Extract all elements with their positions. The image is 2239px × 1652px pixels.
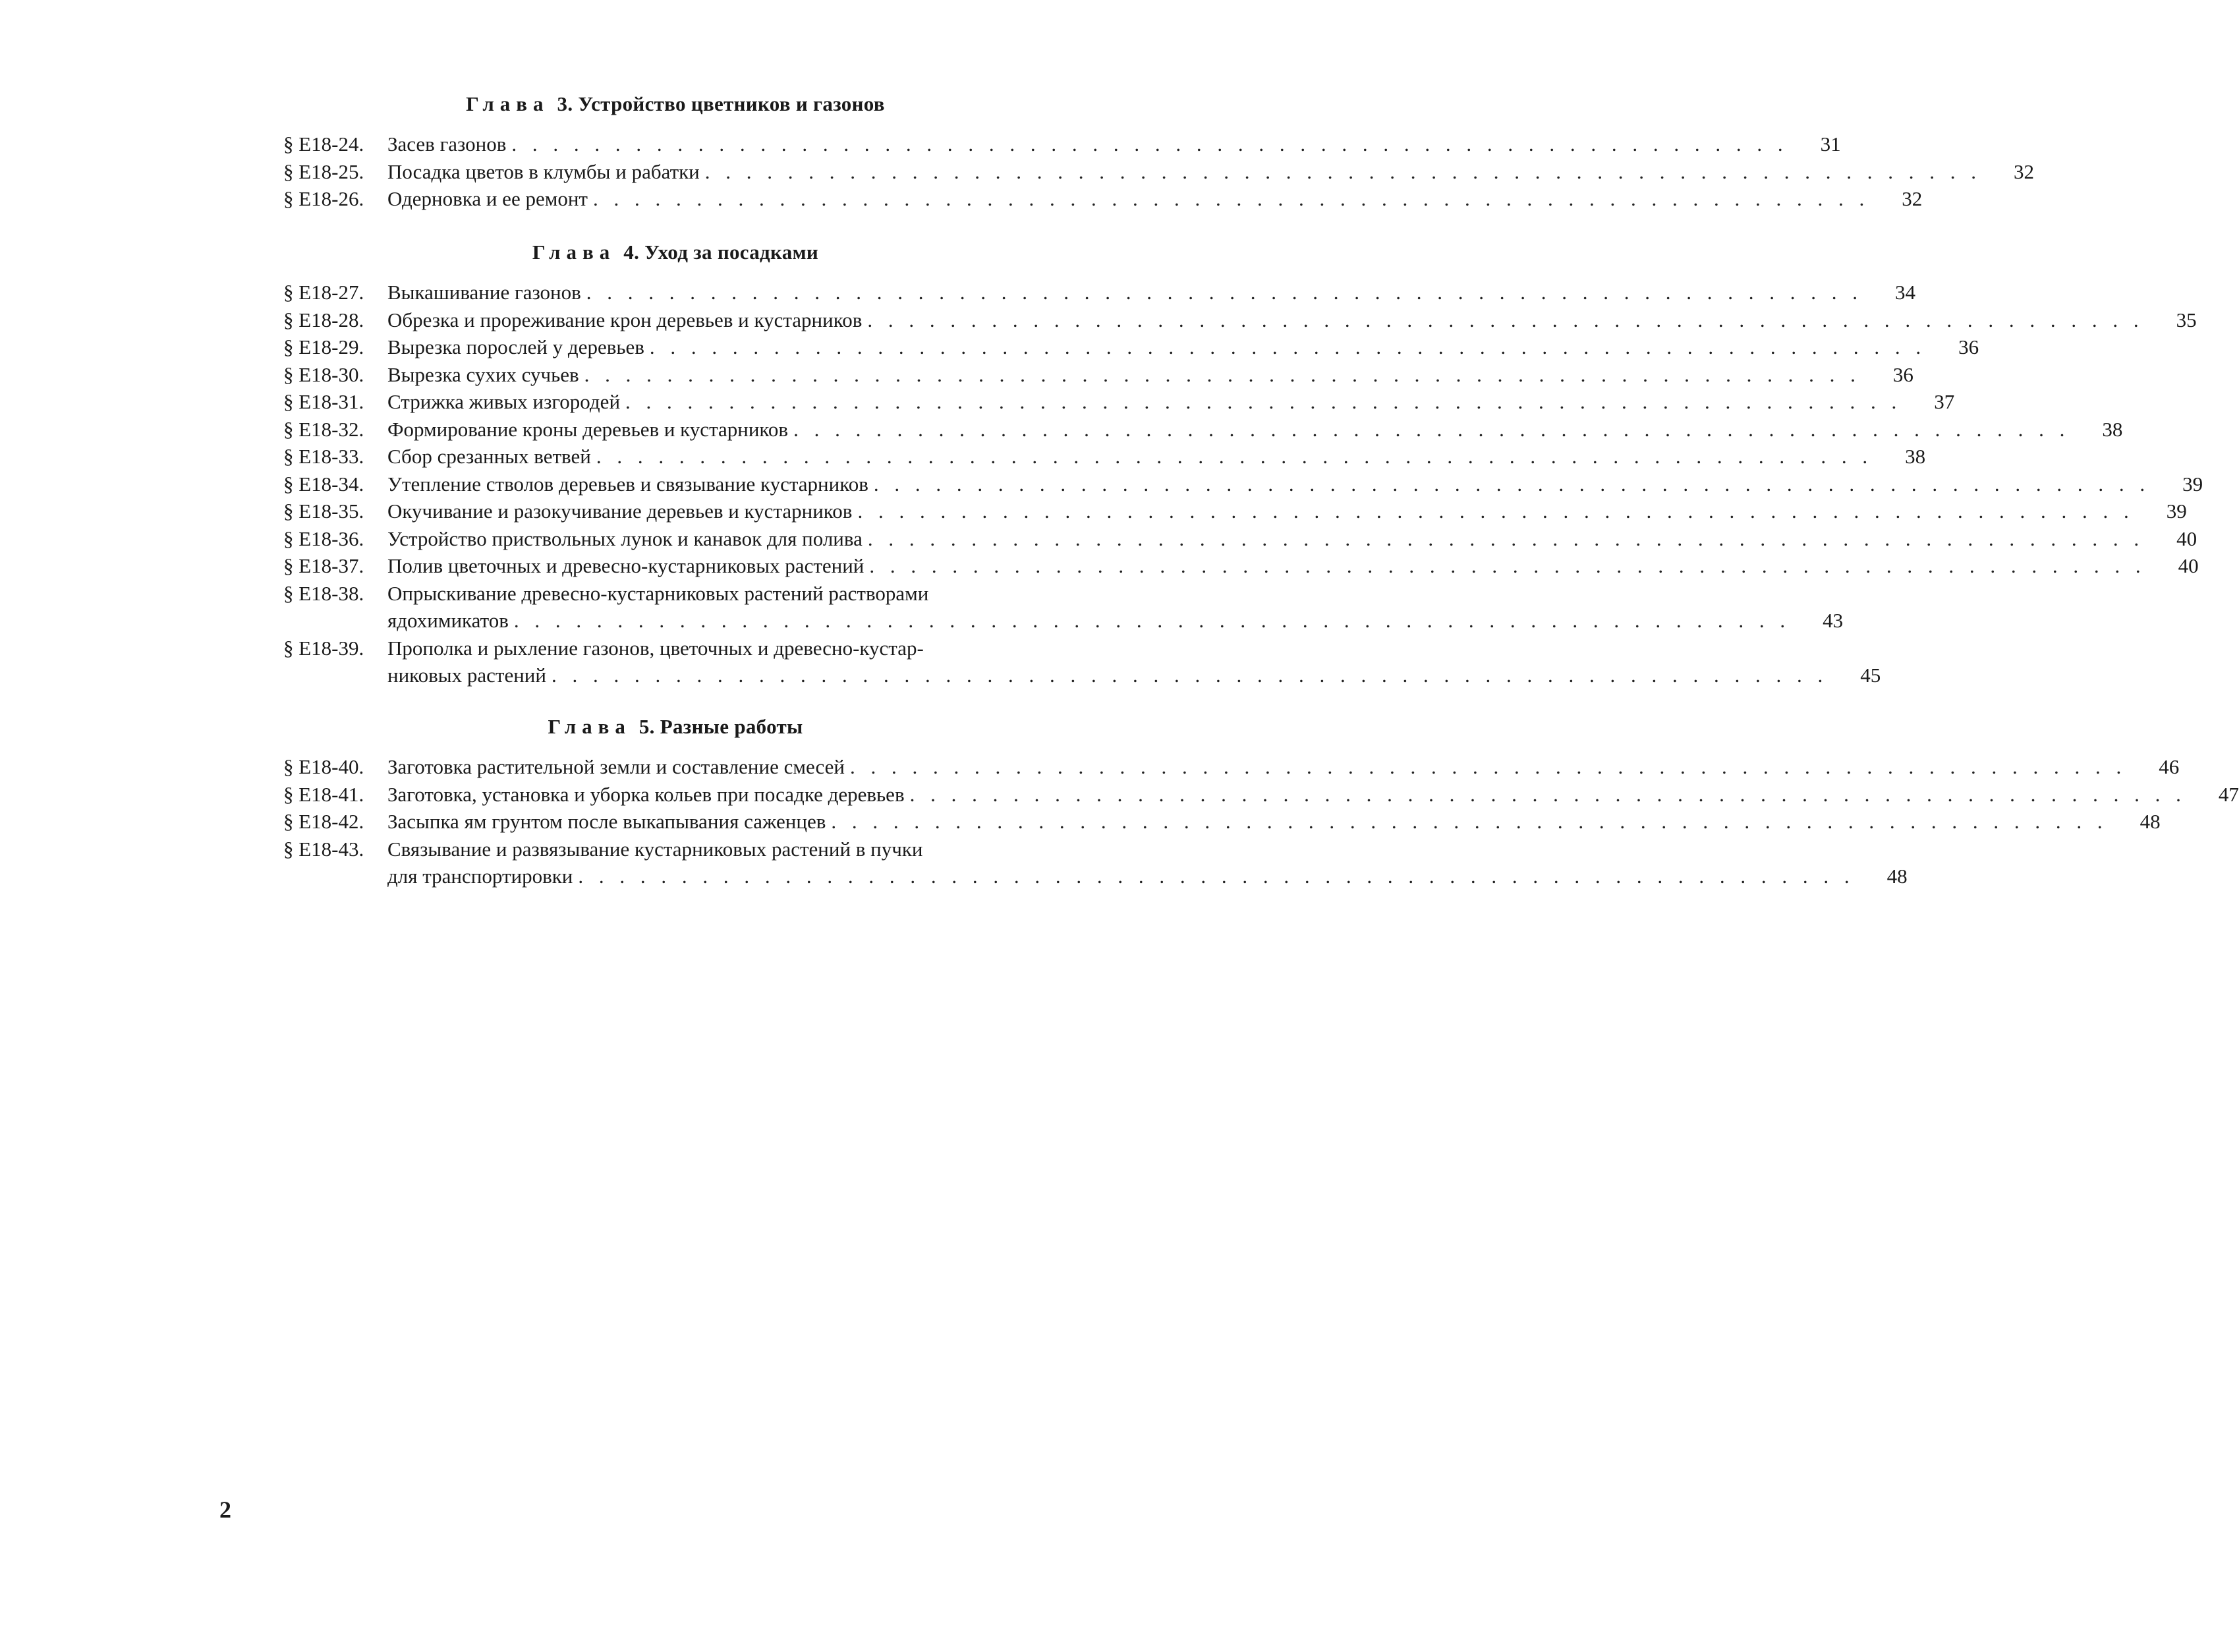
- entry-title-line: Окучивание и разокучивание деревьев и кустарников: [387, 499, 853, 523]
- entry-page-number: 38: [1905, 445, 1926, 468]
- chapter-section: [283, 715, 2239, 890]
- section-number: § Е18-30.: [283, 362, 364, 386]
- dot-leader: . . . . . . . . . . . . . . . . . . . . . . . . . . . . . . . . . . . . . . . . . . . . . . . . . . . . . . . . . . . . . .: [649, 335, 1927, 358]
- toc-entry: [283, 753, 2180, 781]
- entry-page-number: 32: [2014, 159, 2035, 183]
- toc-entry: [283, 361, 1913, 389]
- dot-leader: . . . . . . . . . . . . . . . . . . . . . . . . . . . . . . . . . . . . . . . . . . . . . . . . . . . . . . . . . . . . . .: [704, 159, 1982, 183]
- dot-leader: . . . . . . . . . . . . . . . . . . . . . . . . . . . . . . . . . . . . . . . . . . . . . . . . . . . . . . . . . . . . . .: [513, 609, 1791, 632]
- chapter-title: 4. Уход за посадками: [623, 241, 819, 264]
- dot-leader: . . . . . . . . . . . . . . . . . . . . . . . . . . . . . . . . . . . . . . . . . . . . . . . . . . . . . . . . . . . . . .: [511, 132, 1788, 156]
- dot-leader: . . . . . . . . . . . . . . . . . . . . . . . . . . . . . . . . . . . . . . . . . . . . . . . . . . . . . . . . . . . . . .: [625, 390, 1902, 413]
- entry-title-line: Посадка цветов в клумбы и рабатки: [387, 159, 700, 183]
- entry-page-number: 35: [2176, 308, 2197, 331]
- section-number: § Е18-28.: [283, 308, 364, 331]
- dot-leader: . . . . . . . . . . . . . . . . . . . . . . . . . . . . . . . . . . . . . . . . . . . . . . . . . . . . . . . . . . . . . .: [586, 281, 1863, 304]
- section-number: § Е18-24.: [283, 132, 364, 156]
- entry-title-line: Утепление стволов деревьев и связывание кустарников: [387, 472, 868, 496]
- section-number: § Е18-39.: [283, 636, 364, 660]
- chapter-heading: [283, 92, 1107, 116]
- entry-page-number: 40: [2176, 527, 2197, 550]
- toc-entry: [283, 185, 1923, 213]
- toc-entry: [283, 158, 2035, 186]
- entry-page-number: 36: [1958, 335, 1979, 358]
- chapter-heading: [283, 715, 1107, 739]
- section-number: § Е18-35.: [283, 499, 364, 523]
- entry-page-number: 45: [1860, 664, 1881, 687]
- entry-title-line: Формирование кроны деревьев и кустарников: [387, 417, 789, 441]
- page-number: 2: [219, 1496, 231, 1523]
- dot-leader: . . . . . . . . . . . . . . . . . . . . . . . . . . . . . . . . . . . . . . . . . . . . . . . . . . . . . . . . . . . . . .: [584, 362, 1861, 386]
- dot-leader: . . . . . . . . . . . . . . . . . . . . . . . . . . . . . . . . . . . . . . . . . . . . . . . . . . . . . . . . . . . . . .: [869, 554, 2146, 577]
- entry-title-line: Прополка и рыхление газонов, цветочных и древесно-кустар-: [387, 636, 924, 660]
- section-number: § Е18-36.: [283, 527, 364, 550]
- chapter-section: [283, 92, 2035, 213]
- entry-page-number: 46: [2159, 755, 2180, 778]
- section-number: § Е18-26.: [283, 187, 364, 210]
- entry-title-line: Одерновка и ее ремонт: [387, 187, 588, 210]
- entry-page-number: 40: [2178, 554, 2199, 577]
- entry-title-line: ядохимикатов: [387, 609, 509, 632]
- dot-leader: . . . . . . . . . . . . . . . . . . . . . . . . . . . . . . . . . . . . . . . . . . . . . . . . . . . . . . . . . . . . . .: [578, 865, 1855, 888]
- dot-leader: . . . . . . . . . . . . . . . . . . . . . . . . . . . . . . . . . . . . . . . . . . . . . . . . . . . . . . . . . . . . . .: [857, 499, 2134, 523]
- entry-page-number: 31: [1820, 132, 1841, 156]
- entry-page-number: 48: [2140, 810, 2161, 833]
- entry-page-number: 39: [2182, 472, 2203, 496]
- toc-entry: [283, 306, 2197, 334]
- entry-title-line: Сбор срезанных ветвей: [387, 445, 591, 468]
- entry-page-number: 38: [2102, 417, 2123, 441]
- entry-page-number: 32: [1902, 187, 1923, 210]
- dot-leader: . . . . . . . . . . . . . . . . . . . . . . . . . . . . . . . . . . . . . . . . . . . . . . . . . . . . . . . . . . . . . .: [867, 308, 2144, 331]
- entry-title-line: Заготовка растительной земли и составление смесей: [387, 755, 845, 778]
- section-number: § Е18-31.: [283, 390, 364, 413]
- section-number: § Е18-29.: [283, 335, 364, 358]
- entry-page-number: 43: [1823, 609, 1844, 632]
- section-number: § Е18-34.: [283, 472, 364, 496]
- toc-entry: [283, 836, 1908, 890]
- toc-entry: [283, 130, 1841, 158]
- entry-title-line: Вырезка сухих сучьев: [387, 362, 579, 386]
- chapter-word: Глава: [548, 715, 631, 738]
- dot-leader: . . . . . . . . . . . . . . . . . . . . . . . . . . . . . . . . . . . . . . . . . . . . . . . . . . . . . . . . . . . . . .: [867, 527, 2145, 550]
- dot-leader: . . . . . . . . . . . . . . . . . . . . . . . . . . . . . . . . . . . . . . . . . . . . . . . . . . . . . . . . . . . . . .: [873, 472, 2151, 496]
- toc-entry: [283, 333, 1979, 361]
- entry-page-number: 47: [2218, 782, 2239, 806]
- dot-leader: . . . . . . . . . . . . . . . . . . . . . . . . . . . . . . . . . . . . . . . . . . . . . . . . . . . . . . . . . . . . . .: [850, 755, 2127, 778]
- entry-title-line: для транспортировки: [387, 865, 573, 888]
- section-number: § Е18-33.: [283, 445, 364, 468]
- entry-title-line: Стрижка живых изгородей: [387, 390, 621, 413]
- entry-page-number: 37: [1934, 390, 1955, 413]
- toc-entry: [283, 279, 1916, 306]
- toc-entry: [283, 443, 1926, 470]
- section-number: § Е18-40.: [283, 755, 364, 778]
- dot-leader: . . . . . . . . . . . . . . . . . . . . . . . . . . . . . . . . . . . . . . . . . . . . . . . . . . . . . . . . . . . . . .: [592, 187, 1870, 210]
- toc-entry: [283, 525, 2197, 553]
- toc-entry: [283, 470, 2203, 498]
- toc-entry: [283, 416, 2123, 443]
- entry-title-line: Засыпка ям грунтом после выкапывания саженцев: [387, 810, 826, 833]
- chapter-title: 5. Разные работы: [638, 715, 803, 738]
- entry-title-line: Вырезка порослей у деревьев: [387, 335, 644, 358]
- entry-page-number: 36: [1892, 362, 1913, 386]
- section-number: § Е18-32.: [283, 417, 364, 441]
- entry-page-number: 48: [1886, 865, 1908, 888]
- dot-leader: . . . . . . . . . . . . . . . . . . . . . . . . . . . . . . . . . . . . . . . . . . . . . . . . . . . . . . . . . . . . . .: [596, 445, 1873, 468]
- section-number: § Е18-41.: [283, 782, 364, 806]
- entry-title-line: Полив цветочных и древесно-кустарниковых растений: [387, 554, 864, 577]
- toc-entry: [283, 635, 1881, 689]
- entry-title-line: Опрыскивание древесно-кустарниковых растений растворами: [387, 581, 929, 605]
- dot-leader: . . . . . . . . . . . . . . . . . . . . . . . . . . . . . . . . . . . . . . . . . . . . . . . . . . . . . . . . . . . . . .: [909, 782, 2186, 806]
- toc-entry: [283, 580, 1844, 635]
- toc-entry: [283, 781, 2239, 809]
- dot-leader: . . . . . . . . . . . . . . . . . . . . . . . . . . . . . . . . . . . . . . . . . . . . . . . . . . . . . . . . . . . . . .: [551, 664, 1828, 687]
- chapter-section: [283, 241, 2203, 689]
- chapter-word: Глава: [466, 92, 550, 115]
- dot-leader: . . . . . . . . . . . . . . . . . . . . . . . . . . . . . . . . . . . . . . . . . . . . . . . . . . . . . . . . . . . . . .: [793, 417, 2070, 441]
- chapter-heading: [283, 241, 1107, 264]
- entry-page-number: 39: [2166, 499, 2187, 523]
- entry-title-line: Заготовка, установка и уборка кольев при посадке деревьев: [387, 782, 905, 806]
- entry-title-line: Выкашивание газонов: [387, 281, 581, 304]
- dot-leader: . . . . . . . . . . . . . . . . . . . . . . . . . . . . . . . . . . . . . . . . . . . . . . . . . . . . . . . . . . . . . .: [831, 810, 2108, 833]
- entry-title-line: Обрезка и прореживание крон деревьев и кустарников: [387, 308, 863, 331]
- toc-entry: [283, 388, 1955, 416]
- entry-title-line: Засев газонов: [387, 132, 507, 156]
- section-number: § Е18-37.: [283, 554, 364, 577]
- section-number: § Е18-42.: [283, 810, 364, 833]
- section-number: § Е18-38.: [283, 581, 364, 605]
- section-number: § Е18-27.: [283, 281, 364, 304]
- entry-title-line: никовых растений: [387, 664, 546, 687]
- entry-title-line: Связывание и развязывание кустарниковых растений в пучки: [387, 837, 923, 861]
- toc-entry: [283, 498, 2187, 525]
- chapter-title: 3. Устройство цветников и газонов: [557, 92, 885, 115]
- toc-entry: [283, 808, 2161, 836]
- toc-entry: [283, 552, 2199, 580]
- entry-page-number: 34: [1895, 281, 1916, 304]
- chapter-word: Глава: [532, 241, 616, 264]
- section-number: § Е18-25.: [283, 159, 364, 183]
- entry-title-line: Устройство приствольных лунок и канавок для полива: [387, 527, 863, 550]
- section-number: § Е18-43.: [283, 837, 364, 861]
